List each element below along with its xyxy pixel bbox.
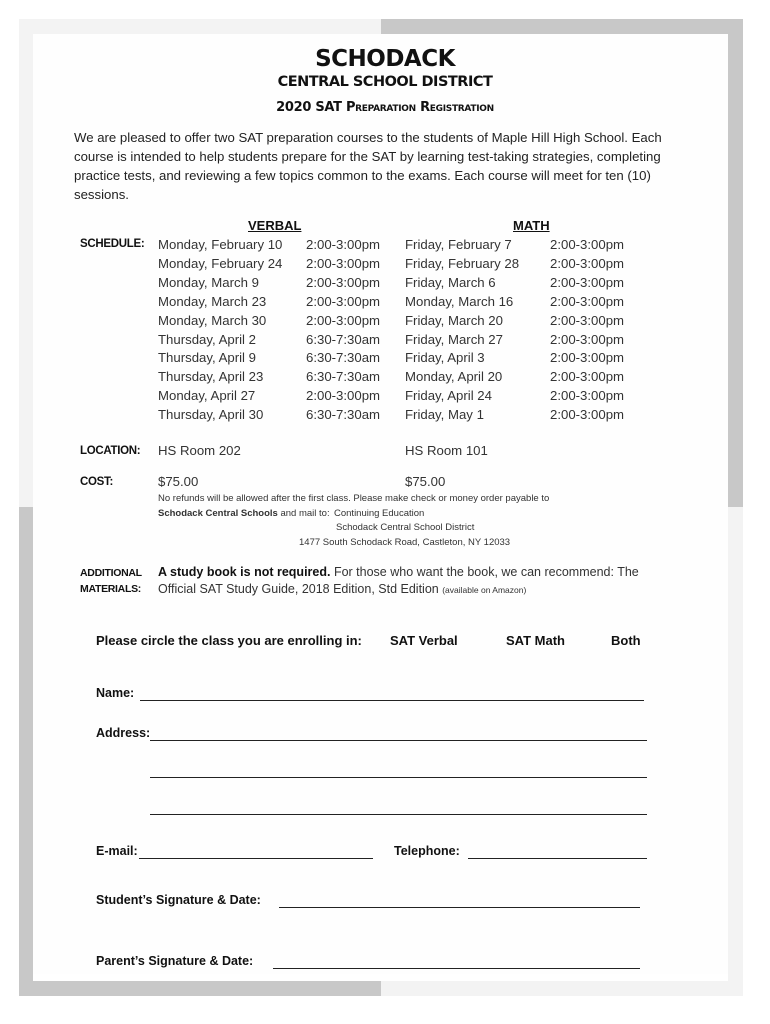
verbal-session-date: Thursday, April 9 [158,350,256,366]
math-session-time: 2:00-3:00pm [550,331,625,347]
address-input-line-1[interactable] [150,740,647,741]
math-session-time: 2:00-3:00pm [550,274,625,290]
verbal-session-date: Monday, April 27 [158,388,256,404]
materials-text-line1 [158,565,639,579]
math-session-time: 2:00-3:00pm [550,369,625,385]
math-session-date: Friday, March 20 [405,312,503,328]
page-frame-left-top [19,19,33,507]
page-frame-top-right [381,19,743,34]
availability-note: (available on Amazon) [442,585,527,595]
name-input-line[interactable] [140,700,644,701]
parent-signature-label: Parent’s Signature & Date: [96,954,254,968]
materials-label-line2: MATERIALS: [80,583,141,595]
page-frame-bottom-left [19,981,381,996]
mail-address-line1: Continuing Education [334,508,425,519]
verbal-session-time: 2:00-3:00pm [306,237,381,252]
math-session-date: Monday, April 20 [405,369,503,385]
payee-name: Schodack Central Schools [158,508,278,519]
math-session-time: 2:00-3:00pm [550,312,625,328]
math-session-date: Friday, March 27 [405,331,503,347]
address-input-line-2[interactable] [150,777,647,778]
verbal-session-date: Monday, February 24 [158,255,283,271]
option-both[interactable]: Both [611,633,641,648]
option-sat-math[interactable]: SAT Math [506,633,565,648]
materials-bold-text: A study book is not required. [158,565,331,579]
verbal-session-time: 2:00-3:00pm [306,388,381,404]
mail-address-line3: 1477 South Schodack Road, Castleton, NY 12033 [299,537,511,548]
refund-note: No refunds will be allowed after the first class. Please make check or money order payable to [158,493,550,504]
math-location: HS Room 101 [405,443,488,458]
math-session-date: Friday, April 3 [405,350,485,366]
mail-to-text: and mail to: [277,508,330,519]
location-label: LOCATION: [80,445,141,457]
parent-signature-line[interactable] [273,968,640,969]
email-label: E-mail: [96,844,138,858]
mail-address-line2: Schodack Central School District [336,522,475,533]
math-session-time: 2:00-3:00pm [550,388,625,404]
verbal-session-date: Monday, March 23 [158,293,267,309]
page-frame-right-bottom [728,507,743,996]
math-session-date: Friday, March 6 [405,274,496,290]
math-session-time: 2:00-3:00pm [550,255,625,271]
math-session-time: 2:00-3:00pm [550,350,625,366]
verbal-session-time: 6:30-7:30am [306,407,381,423]
payee-line [158,508,330,519]
verbal-session-date: Monday, March 30 [158,312,267,328]
verbal-session-time: 6:30-7:30am [306,369,381,385]
verbal-session-time: 2:00-3:00pm [306,255,381,271]
verbal-location: HS Room 202 [158,443,241,458]
student-signature-label: Student’s Signature & Date: [96,893,261,907]
page-frame-right-top [728,19,743,507]
name-label: Name: [96,686,135,700]
verbal-session-date: Thursday, April 30 [158,407,264,423]
page-frame-left-bottom [19,507,33,996]
math-session-date: Monday, March 16 [405,293,514,309]
verbal-heading: VERBAL [248,218,302,233]
schedule-label: SCHEDULE: [80,238,145,250]
math-session-time: 2:00-3:00pm [550,293,625,309]
materials-label-line1: ADDITIONAL [80,567,142,579]
book-title: Official SAT Study Guide, 2018 Edition, Std Edition [158,582,439,596]
telephone-input-line[interactable] [468,858,647,859]
math-cost: $75.00 [405,474,446,489]
math-session-time: 2:00-3:00pm [550,407,625,423]
district-name: SCHODACK [315,46,455,72]
verbal-session-date: Monday, March 9 [158,274,259,290]
option-sat-verbal[interactable]: SAT Verbal [390,633,458,648]
page-frame-top-left [19,19,381,34]
math-session-date: Friday, February 7 [405,237,512,252]
verbal-session-date: Monday, February 10 [158,237,283,252]
math-heading: MATH [513,218,550,233]
verbal-session-time: 6:30-7:30am [306,350,381,366]
materials-recommendation: For those who want the book, we can recommend: The [330,565,639,579]
verbal-session-time: 2:00-3:00pm [306,312,381,328]
district-subtitle: CENTRAL SCHOOL DISTRICT [277,74,493,90]
verbal-session-time: 2:00-3:00pm [306,293,381,309]
math-session-date: Friday, May 1 [405,407,484,423]
address-label: Address: [96,726,151,740]
verbal-session-time: 6:30-7:30am [306,331,381,347]
page-frame-bottom-right [381,981,743,996]
intro-paragraph: We are pleased to offer two SAT preparation courses to the students of Maple Hill High School. Each course is intended to help students prepare for the SAT by learning test-taking strategies, completing practice tests, and reviewing a few topics common to the exams. Each course will meet for ten (10) sessions. [74,130,662,202]
verbal-session-date: Thursday, April 2 [158,331,256,347]
form-title: 2020 SAT Preparation Registration [276,100,494,115]
math-session-date: Friday, February 28 [405,255,520,271]
math-session-time: 2:00-3:00pm [550,237,625,252]
verbal-session-date: Thursday, April 23 [158,369,264,385]
email-input-line[interactable] [139,858,373,859]
cost-label: COST: [80,476,114,488]
verbal-cost: $75.00 [158,474,199,489]
address-input-line-3[interactable] [150,814,647,815]
verbal-session-time: 2:00-3:00pm [306,274,381,290]
student-signature-line[interactable] [279,907,640,908]
telephone-label: Telephone: [394,844,460,858]
materials-text-line2 [158,582,526,596]
enrollment-prompt: Please circle the class you are enrolling in: [96,633,362,648]
math-session-date: Friday, April 24 [405,388,492,404]
